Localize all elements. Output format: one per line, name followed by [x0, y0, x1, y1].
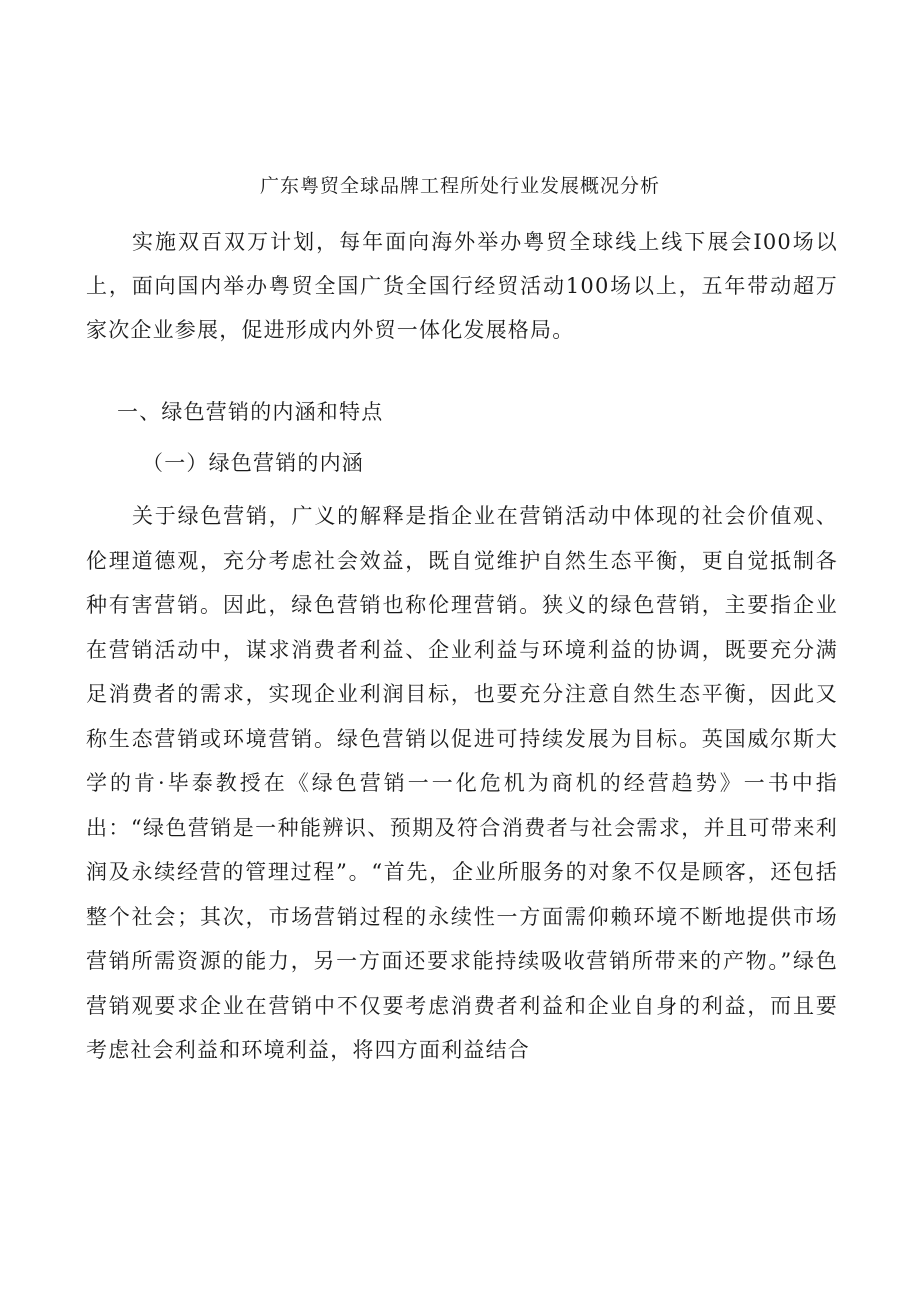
- section-heading: 一、绿色营销的内涵和特点: [117, 400, 384, 424]
- subsection-heading: （一）绿色营销的内涵: [142, 451, 364, 475]
- intro-paragraph: 实施双百双万计划，每年面向海外举办粤贸全球线上线下展会I00场以上，面向国内举办粤贸全国广货全国行经贸活动100场以上，五年带动超万家次企业参展，促进形成内外贸一体化发展格局。: [86, 230, 838, 342]
- body-paragraph: 关于绿色营销，广义的解释是指企业在营销活动中体现的社会价值观、伦理道德观，充分考虑社会效益，既自觉维护自然生态平衡，更自觉抵制各种有害营销。因此，绿色营销也称伦理营销。狭义的绿色营销，主要指企业在营销活动中，谋求消费者利益、企业利益与环境利益的协调，既要充分满足消费者的需求，实现企业利润目标，也要充分注意自然生态平衡，因此又称生态营销或环境营销。绿色营销以促进可持续发展为目标。英国威尔斯大学的肯·毕泰教授在《绿色营销一一化危机为商机的经营趋势》一书中指出：“绿色营销是一种能辨识、预期及符合消费者与社会需求，并且可带来利润及永续经营的管理过程”。“首先，企业所服务的对象不仅是顾客，还包括整个社会；其次，市场营销过程的永续性一方面需仰赖环境不断地提供市场营销所需资源的能力，另一方面还要求能持续吸收营销所带来的产物。”绿色营销观要求企业在营销中不仅要考虑消费者利益和企业自身的利益，而且要考虑社会利益和环境利益，将四方面利益结合: [86, 504, 838, 1062]
- document-title: 广东粤贸全球品牌工程所处行业发展概况分析: [259, 175, 660, 197]
